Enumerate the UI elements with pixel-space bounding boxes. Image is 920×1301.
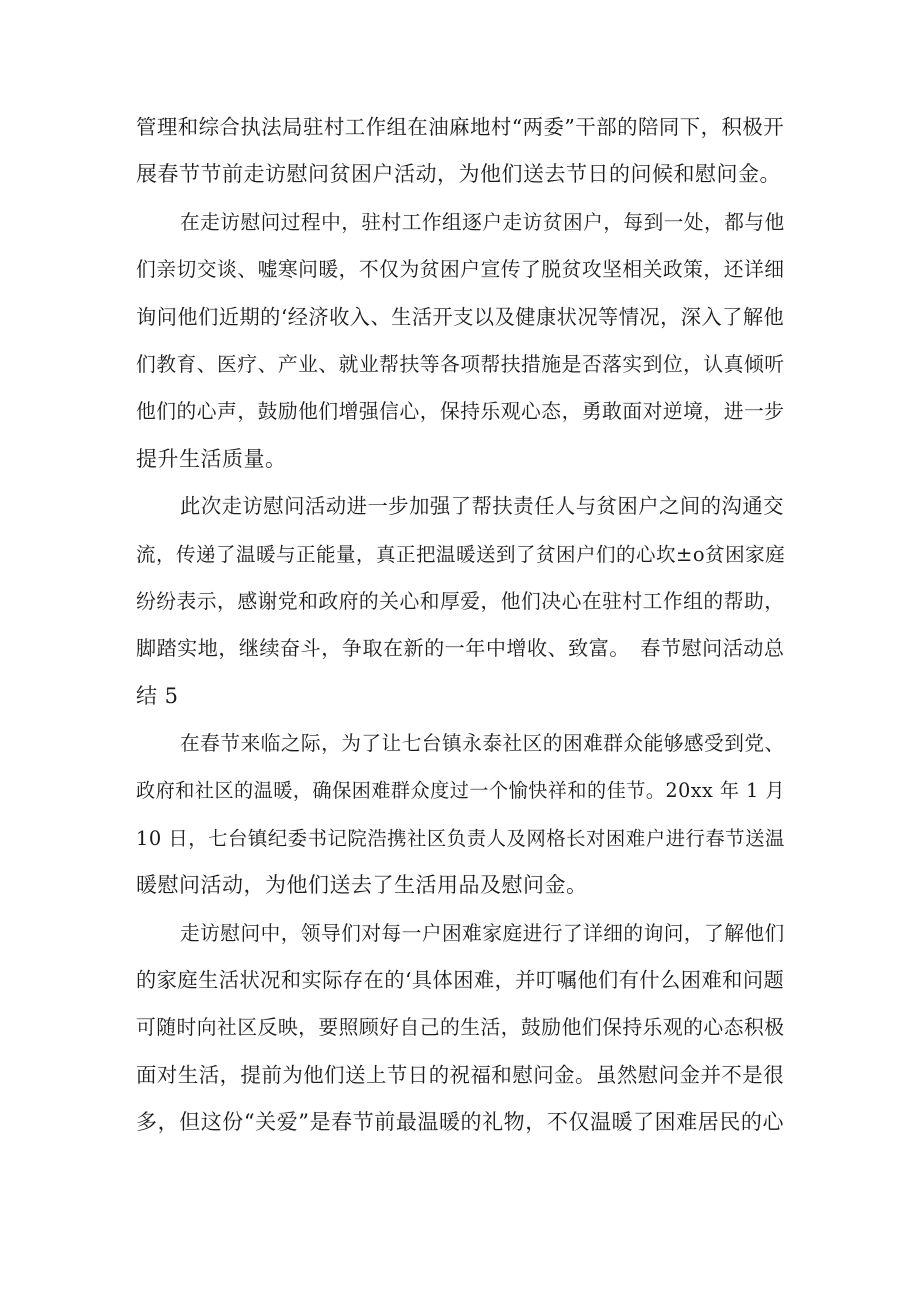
- text-line: 在春节来临之际，为了让七台镇永泰社区的困难群众能够感受到党、: [180, 732, 785, 756]
- text-line: 结 5: [136, 683, 179, 708]
- text-line: 询问他们近期的‘经济收入、生活开支以及健康状况等情况，深入了解他: [136, 304, 785, 329]
- text-line: 纷纷表示，感谢党和政府的关心和厚爱，他们决心在驻村工作组的帮助，: [136, 589, 785, 613]
- text-line: 可随时向社区反映，要照顾好自己的生活，鼓励他们保持乐观的心态积极: [136, 1016, 785, 1040]
- text-line: 们教育、医疗、产业、就业帮扶等各项帮扶措施是否落实到位，认真倾听: [136, 352, 785, 376]
- text-line: 的家庭生活状况和实际存在的‘具体困难，并叮嘱他们有什么困难和问题: [136, 968, 785, 993]
- text-line: 走访慰问中，领导们对每一户困难家庭进行了详细的询问，了解他们: [180, 921, 785, 945]
- text-line: 他们的心声，鼓励他们增强信心，保持乐观心态，勇敢面对逆境，进一步: [136, 400, 785, 424]
- text-line: 10 日，七台镇纪委书记院浩携社区负责人及网格长对困难户进行春节送温: [136, 826, 785, 850]
- text-line: 多，但这份“关爱”是春节前最温暖的礼物，不仅温暖了困难居民的心: [136, 1110, 784, 1135]
- text-line: 在走访慰问过程中，驻村工作组逐户走访贫困户，每到一处，都与他: [180, 210, 785, 234]
- text-line: 提升生活质量。: [136, 446, 287, 471]
- text-line: 展春节节前走访慰问贫困户活动，为他们送去节日的问候和慰问金。: [136, 162, 781, 187]
- text-line: 脚踏实地，继续奋斗，争取在新的一年中增收、致富。 春节慰问活动总: [136, 636, 785, 661]
- document-body: [136, 104, 784, 1147]
- text-line: 面对生活，提前为他们送上节日的祝福和慰问金。虽然慰问金并不是很: [136, 1062, 785, 1087]
- text-line: 流，传递了温暖与正能量，真正把温暖送到了贫困户们的心坎±o贫困家庭: [136, 542, 786, 566]
- text-line: 政府和社区的温暖，确保困难群众度过一个愉快祥和的佳节。20xx 年 1 月: [136, 779, 785, 803]
- text-line: 们亲切交谈、嘘寒问暖，不仅为贫困户宣传了脱贫攻坚相关政策，还详细: [136, 258, 785, 282]
- text-line: 暖慰问活动，为他们送去了生活用品及慰问金。: [136, 873, 588, 898]
- text-line: 管理和综合执法局驻村工作组在油麻地村“两委”干部的陪同下，积极开: [136, 115, 785, 139]
- text-line: 此次走访慰问活动进一步加强了帮扶责任人与贫困户之间的沟通交: [180, 494, 785, 519]
